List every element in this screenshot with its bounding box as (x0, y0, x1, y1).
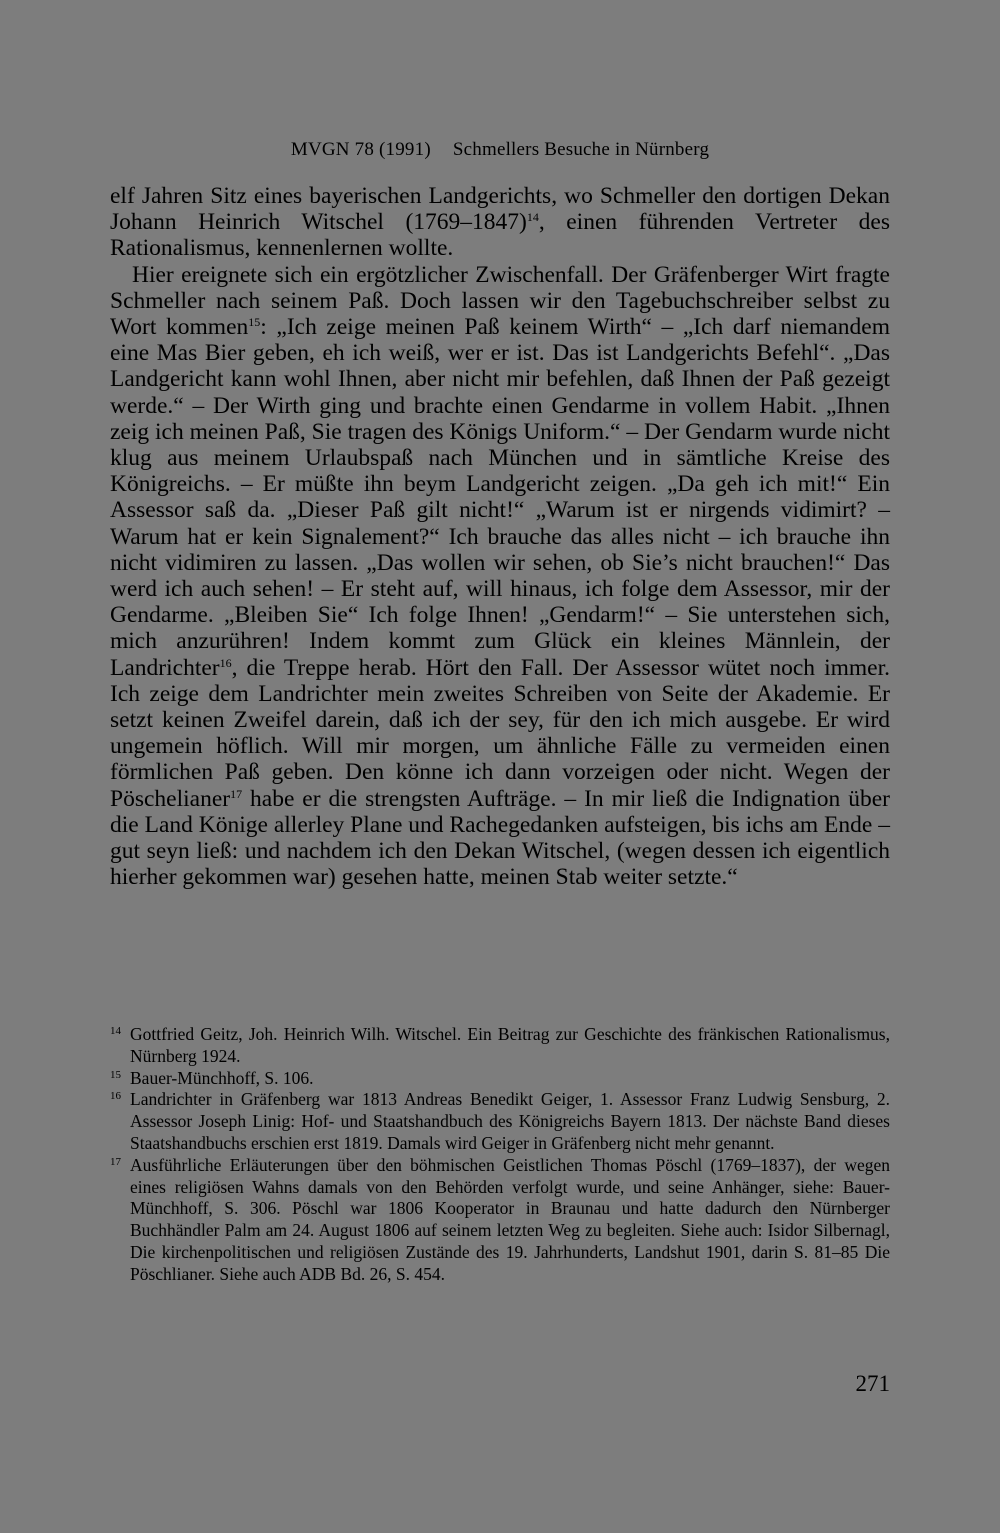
footnote-number: 17 (110, 1155, 121, 1168)
paragraph-1 (110, 183, 890, 262)
header-journal: MVGN 78 (1991) (290, 139, 431, 160)
running-header (0, 139, 1000, 161)
paragraph-1-text-a: elf Jahren Sitz eines bayerischen Landgerichts, wo Schmeller den dortigen Dekan Johann Heinrich Witschel (1769–1847) (110, 183, 890, 236)
footnote-text: Landrichter in Gräfenberg war 1813 Andreas Benedikt Geiger, 1. Assessor Franz Ludwig Sensburg, 2. Assessor Joseph Linig: Hof- und Staatshandbuch des Königreichs Bayern 1813. Der nächste Band dieses Staatshandbuchs erschien erst 1819. Damals wird Geiger in Gräfenberg nicht mehr genannt. (130, 1089, 890, 1153)
footnote-17 (110, 1155, 890, 1286)
footnote-text: Gottfried Geitz, Joh. Heinrich Wilh. Witschel. Ein Beitrag zur Geschichte des fränkischen Rationalismus, Nürnberg 1924. (130, 1024, 890, 1066)
footnote-ref-17[interactable]: 17 (230, 786, 243, 801)
paragraph-1-text-b: , einen führenden Vertreter des Rationalismus, kennenlernen wollte. (110, 209, 890, 262)
footnote-number: 15 (110, 1068, 121, 1081)
paragraph-2-text-d: habe er die strengsten Aufträge. – In mir ließ die Indignation über die Land Könige allerley Plane und Rachegedanken aufsteigen, bis ichs am Ende – gut seyn ließ: und nachdem ich den Dekan Witschel, (wegen dessen ich eigentlich hierher gekommen war) gesehen hatte, meinen Stab weiter setzte.“ (110, 785, 890, 891)
footnote-text: Ausführliche Erläuterungen über den böhmischen Geistlichen Thomas Pöschl (1769–1837), der wegen eines religiösen Wahns damals von den Behörden verfolgt wurde, und seine Anhänger, siehe: Bauer-Münchhoff, S. 306. Pöschl war 1806 Kooperator in Braunau und hatte dadurch den Nürnberger Buchhändler Palm am 24. August 1806 auf seinem letzten Weg zu begleiten. Siehe auch: Isidor Silbernagl, Die kirchenpolitischen und religiösen Zustände des 19. Jahrhunderts, Landshut 1901, darin S. 81–85 Die Pöschlianer. Siehe auch ADB Bd. 26, S. 454. (130, 1154, 890, 1284)
main-text (110, 183, 890, 890)
footnote-16 (110, 1089, 890, 1154)
footnote-15 (110, 1068, 890, 1090)
footnote-text: Bauer-Münchhoff, S. 106. (130, 1067, 314, 1088)
paragraph-2 (110, 262, 890, 891)
footnote-ref-14[interactable]: 14 (526, 210, 539, 225)
footnote-number: 14 (110, 1025, 121, 1037)
footnotes (110, 1024, 890, 1286)
footnote-ref-16[interactable]: 16 (219, 655, 232, 670)
footnote-ref-15[interactable]: 15 (248, 315, 261, 330)
paragraph-2-text-c: , die Treppe herab. Hört den Fall. Der Assessor wütet noch immer. Ich zeige dem Landrichter mein zweites Schreiben von Seite der Akademie. Er setzt keinen Zweifel darein, daß ich der sey, für den ich mich ausgebe. Er wird ungemein höflich. Will mir morgen, um ähnliche Fälle zu vermeiden einen förmlichen Paß geben. Den könne ich dann vorzeigen oder nicht. Wegen der Pöschelianer (110, 654, 890, 812)
footnote-14 (110, 1024, 890, 1068)
paragraph-2-text-a: Hier ereignete sich ein ergötzlicher Zwischenfall. Der Gräfenberger Wirt fragte Schmeller nach seinem Paß. Doch lassen wir den Tagebuchschreiber selbst zu Wort kommen (110, 261, 890, 341)
footnote-number: 16 (110, 1090, 121, 1103)
header-title: Schmellers Besuche in Nürnberg (452, 139, 710, 160)
paragraph-2-text-b: : „Ich zeige meinen Paß keinem Wirth“ – „Ich darf niemandem eine Mas Bier geben, eh ich weiß, wer er ist. Das ist Landgerichts Befehl“. „Das Landgericht kann wohl Ihnen, aber nicht mir befehlen, daß Ihnen der Paß gezeigt werde.“ – Der Wirth ging und brachte einen Gendarme in vollem Habit. „Ihnen zeig ich meinen Paß, Sie tragen des Königs Uniform.“ – Der Gendarm wurde nicht klug aus meinem Urlaubspaß nach München und in sämtliche Kreise des Königreichs. – Er müßte ihn beym Landgericht zeigen. „Da geh ich mit!“ Ein Assessor saß da. „Dieser Paß gilt nicht!“ „Warum ist er nirgends vidimirt? – Warum hat er kein Signalement?“ Ich brauche das alles nicht – ich brauche ihn nicht vidimiren zu lassen. „Das wollen wir sehen, ob Sie’s nicht brauchen!“ Das werd ich auch sehen! – Er steht auf, will hinaus, ich folge dem Assessor, mir der Gendarme. „Bleiben Sie“ Ich folge Ihnen! „Gendarm!“ – Sie unterstehen sich, mich anzurühren! Indem kommt zum Glück ein kleines Männlein, der Landrichter (110, 314, 890, 681)
page-number: 271 (855, 1371, 890, 1396)
